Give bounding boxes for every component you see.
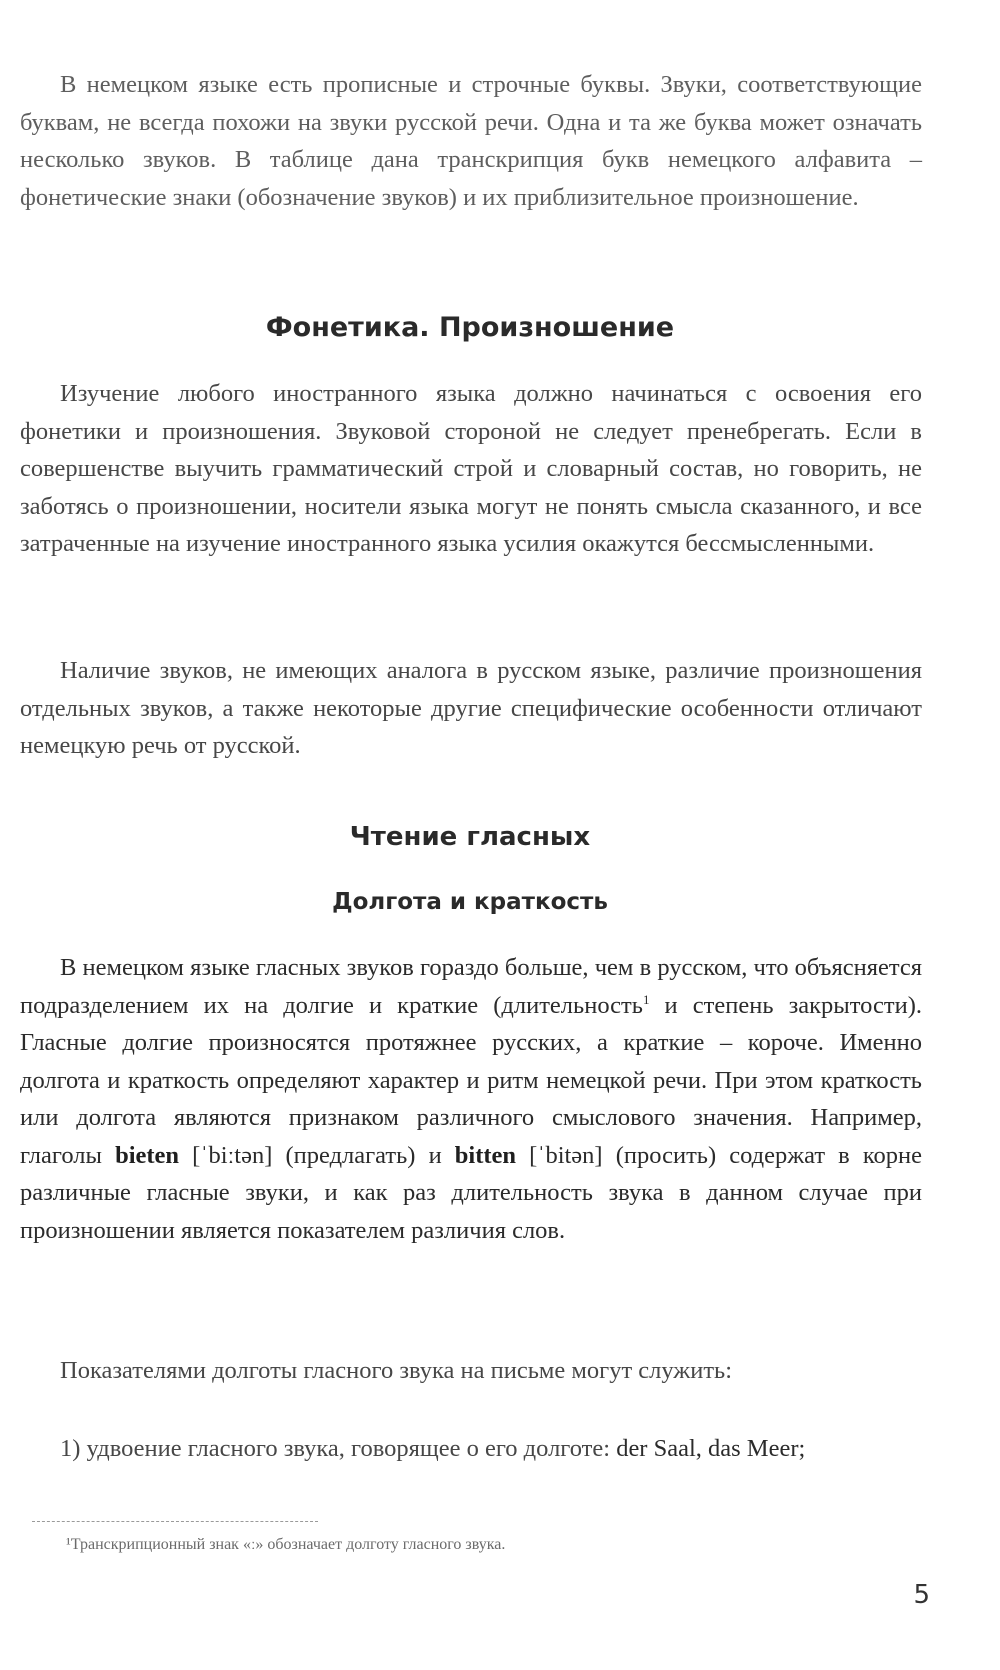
vowels-text-part-b: и степень закрытости). Гласные долгие произносятся протяжнее русских, а краткие – короче. Именно долгота и краткость определяют характер и ритм немецкой речи. При этом краткость или долгота являются признаком различного смыслового значения. Например, глаголы — [20, 991, 922, 1169]
example-word-bieten: bieten — [115, 1141, 180, 1169]
footnote-reference: 1 — [642, 991, 650, 1007]
phonetics-paragraph-2: Наличие звуков, не имеющих аналога в русском языке, различие произношения отдельных звуков, а также некоторые другие специфические особенности отличают немецкую речь от русской. — [20, 657, 922, 759]
transcription-bieten: [ˈbiːtən] — [179, 1141, 286, 1169]
gloss-bieten: (предлагать) и — [285, 1141, 455, 1169]
transcription-bitten: [ˈbitən] — [516, 1141, 616, 1169]
footnote-divider — [32, 1521, 318, 1522]
vowels-paragraph-2: Показателями долготы гласного звука на письме могут служить: — [60, 1357, 733, 1384]
vowels-text-part-a: В немецком языке гласных звуков гораздо больше, чем в русском, что объясняется подразделением их на долгие и краткие (длительность — [20, 954, 922, 1019]
example-word-bitten: bitten — [454, 1141, 517, 1169]
list-item-examples: der Saal, das Meer; — [616, 1435, 806, 1462]
section-heading-vowels: Чтение гласных — [349, 822, 591, 852]
list-item-text: 1) удвоение гласного звука, говорящее о его долготе: — [60, 1435, 617, 1462]
footnote: ¹Транскрипционный знак «ː» обозначает долготу гласного звука. — [66, 1536, 506, 1553]
phonetics-paragraph-1: Изучение любого иностранного языка должно начинаться с освоения его фонетики и произношения. Звуковой стороной не следует пренебрегать. Если в совершенстве выучить грамматический строй и словарный состав, но говорить, не заботясь о произношении, носители языка могут не понять смысла сказанного, и все затраченные на изучение иностранного языка усилия окажутся бессмысленными. — [20, 380, 922, 557]
intro-paragraph: В немецком языке есть прописные и строчные буквы. Звуки, соответствующие буквам, не всегда похожи на звуки русской речи. Одна и та же буква может означать несколько звуков. В таблице дана транскрипция букв немецкого алфавита – фонетические знаки (обозначение звуков) и их приблизительное произношение. — [20, 71, 922, 211]
vowels-paragraph-1 — [20, 949, 922, 1249]
vowels-text-part-c: (просить) содержат в корне различные гласные звуки, и как раз длительность звука в данном случае при произношении является показателем различия слов. — [20, 1141, 922, 1244]
page-number: 5 — [913, 1580, 930, 1610]
subsection-heading-length: Долгота и краткость — [332, 889, 608, 915]
vowels-list-item-1 — [20, 1430, 922, 1468]
section-heading-phonetics: Фонетика. Произношение — [265, 312, 675, 343]
